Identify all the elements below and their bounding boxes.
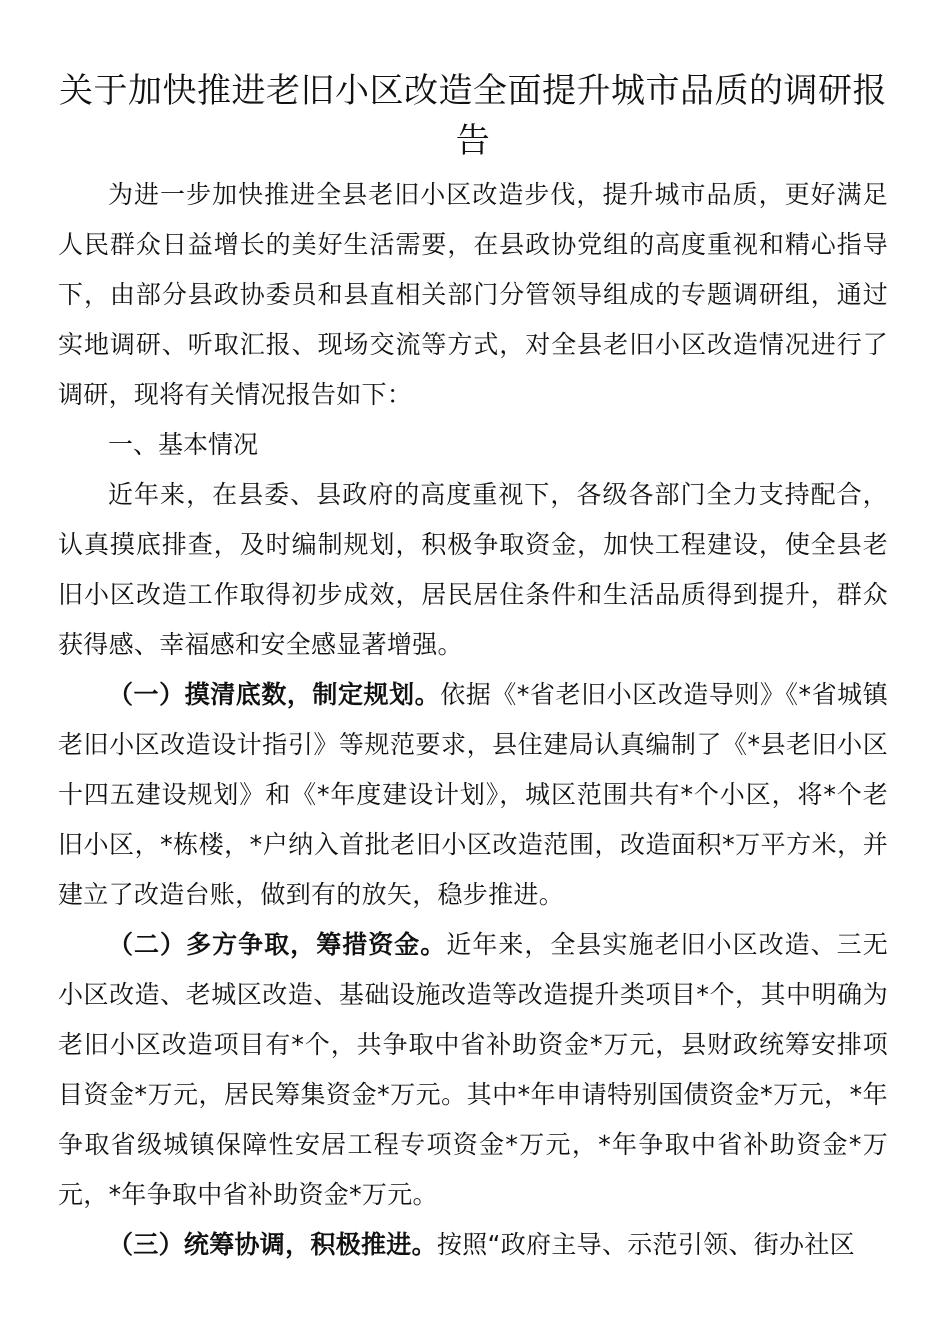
subsection-text: 按照“政府主导、示范引领、街办社区: [436, 1230, 855, 1259]
intro-paragraph: 为进一步加快推进全县老旧小区改造步伐，提升城市品质，更好满足人民群众日益增长的美好生活需要，在县政协党组的高度重视和精心指导下，由部分县政协委员和县直相关部门分管领导组成的专题调研组，通过实地调研、听取汇报、现场交流等方式，对全县老旧小区改造情况进行了调研，现将有关情况报告如下：: [58, 180, 888, 409]
document-page: [58, 66, 888, 1270]
subsection-heading: （一）摸清底数，制定规划。: [108, 680, 441, 709]
subsection-paragraph: [58, 1220, 888, 1270]
subsection-paragraph: [58, 670, 888, 920]
subsection-heading: （二）多方争取，筹措资金。: [108, 930, 447, 959]
subsection-paragraph: [58, 920, 888, 1220]
section-heading-basic-situation: 一、基本情况: [108, 430, 259, 459]
subsection-text: 近年来，全县实施老旧小区改造、三无小区改造、老城区改造、基础设施改造等改造提升类项目*个，其中明确为老旧小区改造项目有*个，共争取中省补助资金*万元，县财政统筹安排项目资金*万元，居民筹集资金*万元。其中*年申请特别国债资金*万元，*年争取省级城镇保障性安居工程专项资金*万元，*年争取中省补助资金*万元，*年争取中省补助资金*万元。: [58, 930, 888, 1209]
subsection-text: 依据《*省老旧小区改造导则》《*省城镇老旧小区改造设计指引》等规范要求，县住建局认真编制了《*县老旧小区十四五建设规划》和《*年度建设计划》，城区范围共有*个小区，将*个老旧小区，*栋楼，*户纳入首批老旧小区改造范围，改造面积*万平方米，并建立了改造台账，做到有的放矢，稳步推进。: [58, 680, 889, 909]
section-overview-paragraph: 近年来，在县委、县政府的高度重视下，各级各部门全力支持配合，认真摸底排查，及时编制规划，积极争取资金，加快工程建设，使全县老旧小区改造工作取得初步成效，居民居住条件和生活品质得到提升，群众获得感、幸福感和安全感显著增强。: [58, 480, 888, 659]
document-title: 关于加快推进老旧小区改造全面提升城市品质的调研报告: [59, 71, 887, 161]
subsection-heading: （三）统筹协调，积极推进。: [108, 1230, 437, 1259]
